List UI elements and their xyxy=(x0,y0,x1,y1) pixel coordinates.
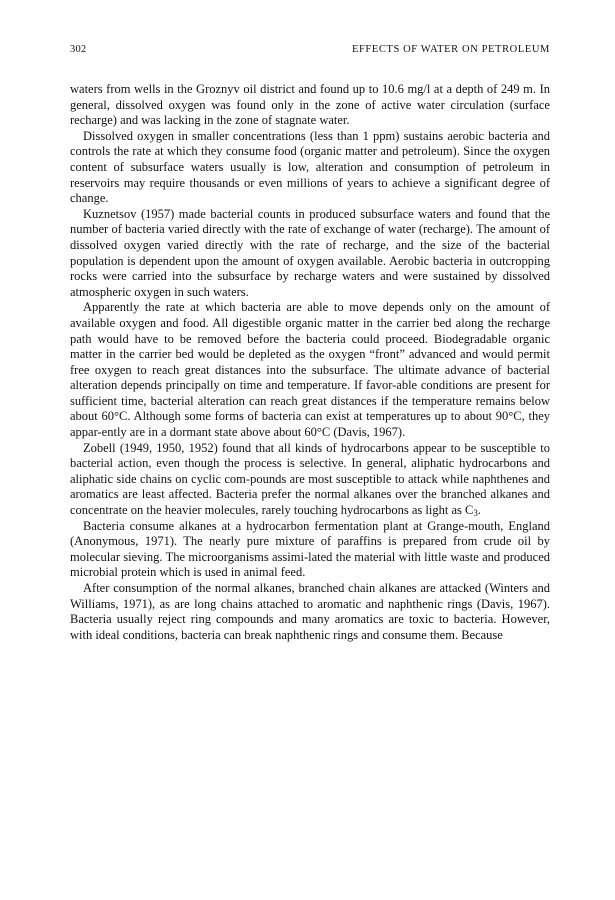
paragraph: Bacteria consume alkanes at a hydrocarbon fermentation plant at Grange-mouth, England (Anonymous, 1971). The nearly pure mixture of paraffins is prepared from crude oil by molecular sieving. The microorganisms assimi-lated the material with little waste and produced microbial protein which is used in animal feed. xyxy=(70,518,550,580)
paragraph: Kuznetsov (1957) made bacterial counts in produced subsurface waters and found that the number of bacteria varied directly with the rate of exchange of water (recharge). The amount of dissolved oxygen varied directly with the rate of recharge, and the size of the bacterial population is dependent upon the amount of oxygen available. Aerobic bacteria in outcropping rocks were carried into the subsurface by recharge waters and were sustained by dissolved atmospheric oxygen in such waters. xyxy=(70,206,550,299)
running-head xyxy=(70,44,550,60)
paragraph: Apparently the rate at which bacteria are able to move depends only on the amount of available oxygen and food. All digestible organic matter in the carrier bed along the recharge path would have to be removed before the bacteria could proceed. Biodegradable organic matter in the carrier bed would be depleted as the oxygen “front” advanced and would permit free oxygen to reach great distances into the subsurface. The ultimate advance of bacterial alteration depends principally on time and temperature. If favor-able conditions are present for sufficient time, bacterial alteration can reach great distances if the temperature remains below about 60°C. Although some forms of bacteria can exist at temperatures up to about 90°C, they appar-ently are in a dormant state above about 60°C (Davis, 1967). xyxy=(70,300,550,440)
paragraph: After consumption of the normal alkanes, branched chain alkanes are attacked (Winters and Williams, 1971), as are long chains attached to aromatic and naphthenic rings (Davis, 1967). Bacteria usually reject ring compounds and many aromatics are toxic to bacteria. However, with ideal conditions, bacteria can break naphthenic rings and consume them. Because xyxy=(70,581,550,642)
paragraph-zobell xyxy=(70,441,550,519)
body-text xyxy=(70,82,550,643)
page-number: 302 xyxy=(70,44,87,55)
period: . xyxy=(477,503,481,518)
subscript-3: 3 xyxy=(473,508,478,519)
running-title: EFFECTS OF WATER ON PETROLEUM xyxy=(351,44,550,55)
paragraph-text: Zobell (1949, 1950, 1952) found that all kinds of hydrocarbons appear to be susceptible to bacterial action, even though the process is selective. In general, aliphatic hydrocarbons and aliphatic side chains on cyclic com-pounds are most susceptible to attack while naphthenes and aromatics are least affected. Bacteria prefer the normal alkanes over the branched alkanes and concentrate on the heavier molecules, rarely touching hydrocarbons as light as C xyxy=(70,440,550,518)
paragraph-continued: waters from wells in the Groznyv oil district and found up to 10.6 mg/l at a depth of 249 m. In general, dissolved oxygen was found only in the zone of active water circulation (surface recharge) and was lacking in the zone of stagnate water. xyxy=(70,82,550,128)
paragraph: Dissolved oxygen in smaller concentrations (less than 1 ppm) sustains aerobic bacteria and controls the rate at which they consume food (organic matter and petroleum). Since the oxygen content of subsurface waters usually is low, alteration and consumption of petroleum in reservoirs may require thousands or even millions of years to achieve a significant degree of change. xyxy=(70,128,550,206)
